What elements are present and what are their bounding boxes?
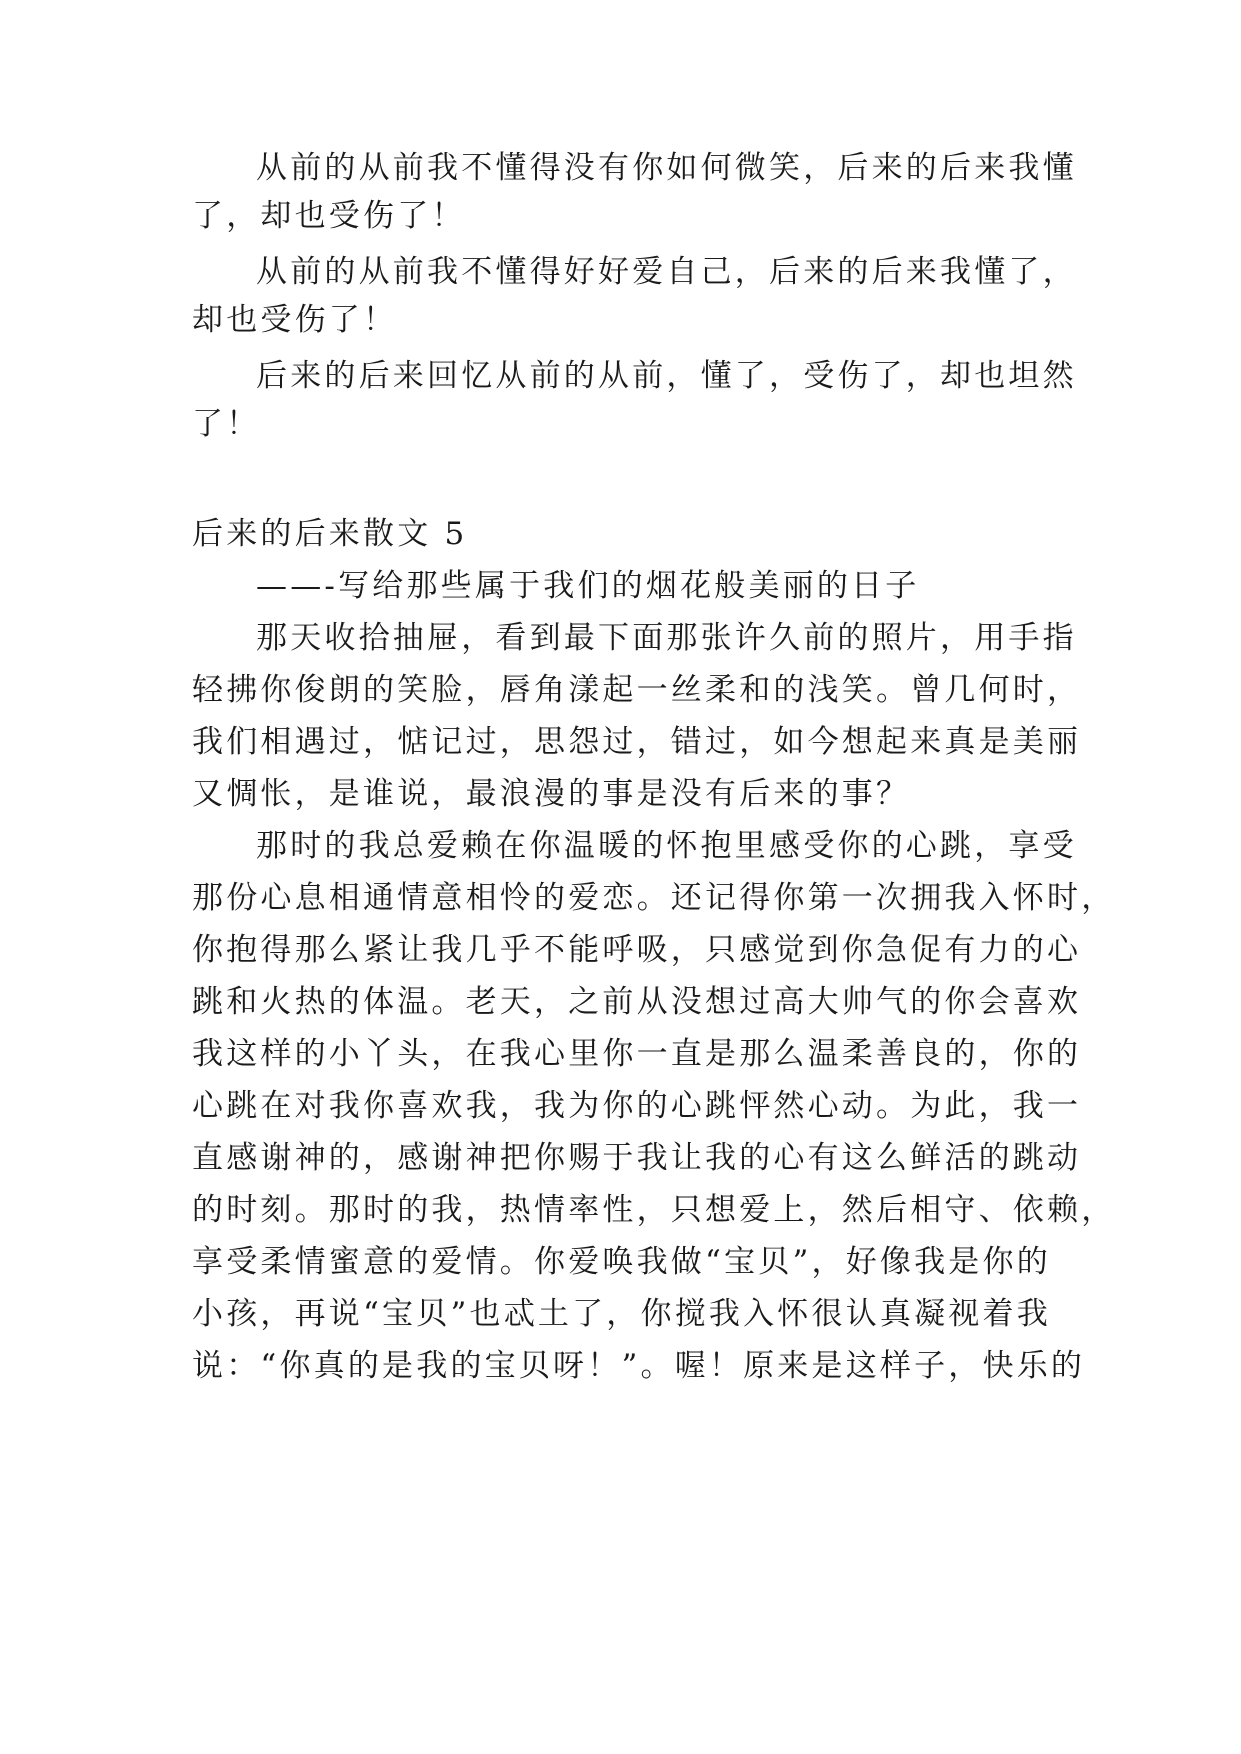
paragraph-line: 我这样的小丫头，在我心里你一直是那么温柔善良的，你的 bbox=[192, 1036, 1082, 1072]
paragraph-line: 那份心息相通情意相怜的爱恋。还记得你第一次拥我入怀时， bbox=[192, 880, 1116, 916]
paragraph-line: 你抱得那么紧让我几乎不能呼吸，只感觉到你急促有力的心 bbox=[192, 932, 1082, 968]
paragraph-line: 跳和火热的体温。老天，之前从没想过高大帅气的你会喜欢 bbox=[192, 984, 1082, 1020]
paragraph-line: 享受柔情蜜意的爱情。你爱唤我做“宝贝”，好像我是你的 bbox=[192, 1244, 1051, 1280]
paragraph-line: 那天收拾抽屉，看到最下面那张许久前的照片，用手指 bbox=[256, 620, 1077, 656]
section-subtitle: ——-写给那些属于我们的烟花般美丽的日子 bbox=[256, 568, 920, 604]
paragraph-line: 了！ bbox=[192, 406, 261, 442]
section-title: 后来的后来散文 5 bbox=[192, 516, 468, 552]
paragraph-line: 了，却也受伤了！ bbox=[192, 198, 466, 234]
paragraph-line: 的时刻。那时的我，热情率性，只想爱上，然后相守、依赖， bbox=[192, 1192, 1116, 1228]
paragraph-line: 小孩，再说“宝贝”也忒土了，你搅我入怀很认真凝视着我 bbox=[192, 1296, 1051, 1332]
paragraph-line: 我们相遇过，惦记过，思怨过，错过，如今想起来真是美丽 bbox=[192, 724, 1082, 760]
paragraph-line: 又惆怅，是谁说，最浪漫的事是没有后来的事？ bbox=[192, 776, 911, 812]
paragraph-line: 却也受伤了！ bbox=[192, 302, 398, 338]
paragraph-line: 说：“你真的是我的宝贝呀！”。喔！原来是这样子，快乐的 bbox=[192, 1348, 1086, 1384]
paragraph-line: 从前的从前我不懂得没有你如何微笑，后来的后来我懂 bbox=[256, 150, 1077, 186]
paragraph-line: 后来的后来回忆从前的从前，懂了，受伤了，却也坦然 bbox=[256, 358, 1077, 394]
paragraph-line: 直感谢神的，感谢神把你赐于我让我的心有这么鲜活的跳动 bbox=[192, 1140, 1082, 1176]
paragraph-line: 轻拂你俊朗的笑脸，唇角漾起一丝柔和的浅笑。曾几何时， bbox=[192, 672, 1082, 708]
paragraph-line: 心跳在对我你喜欢我，我为你的心跳怦然心动。为此，我一 bbox=[192, 1088, 1082, 1124]
paragraph-line: 那时的我总爱赖在你温暖的怀抱里感受你的心跳，享受 bbox=[256, 828, 1077, 864]
paragraph-line: 从前的从前我不懂得好好爱自己，后来的后来我懂了， bbox=[256, 254, 1077, 290]
